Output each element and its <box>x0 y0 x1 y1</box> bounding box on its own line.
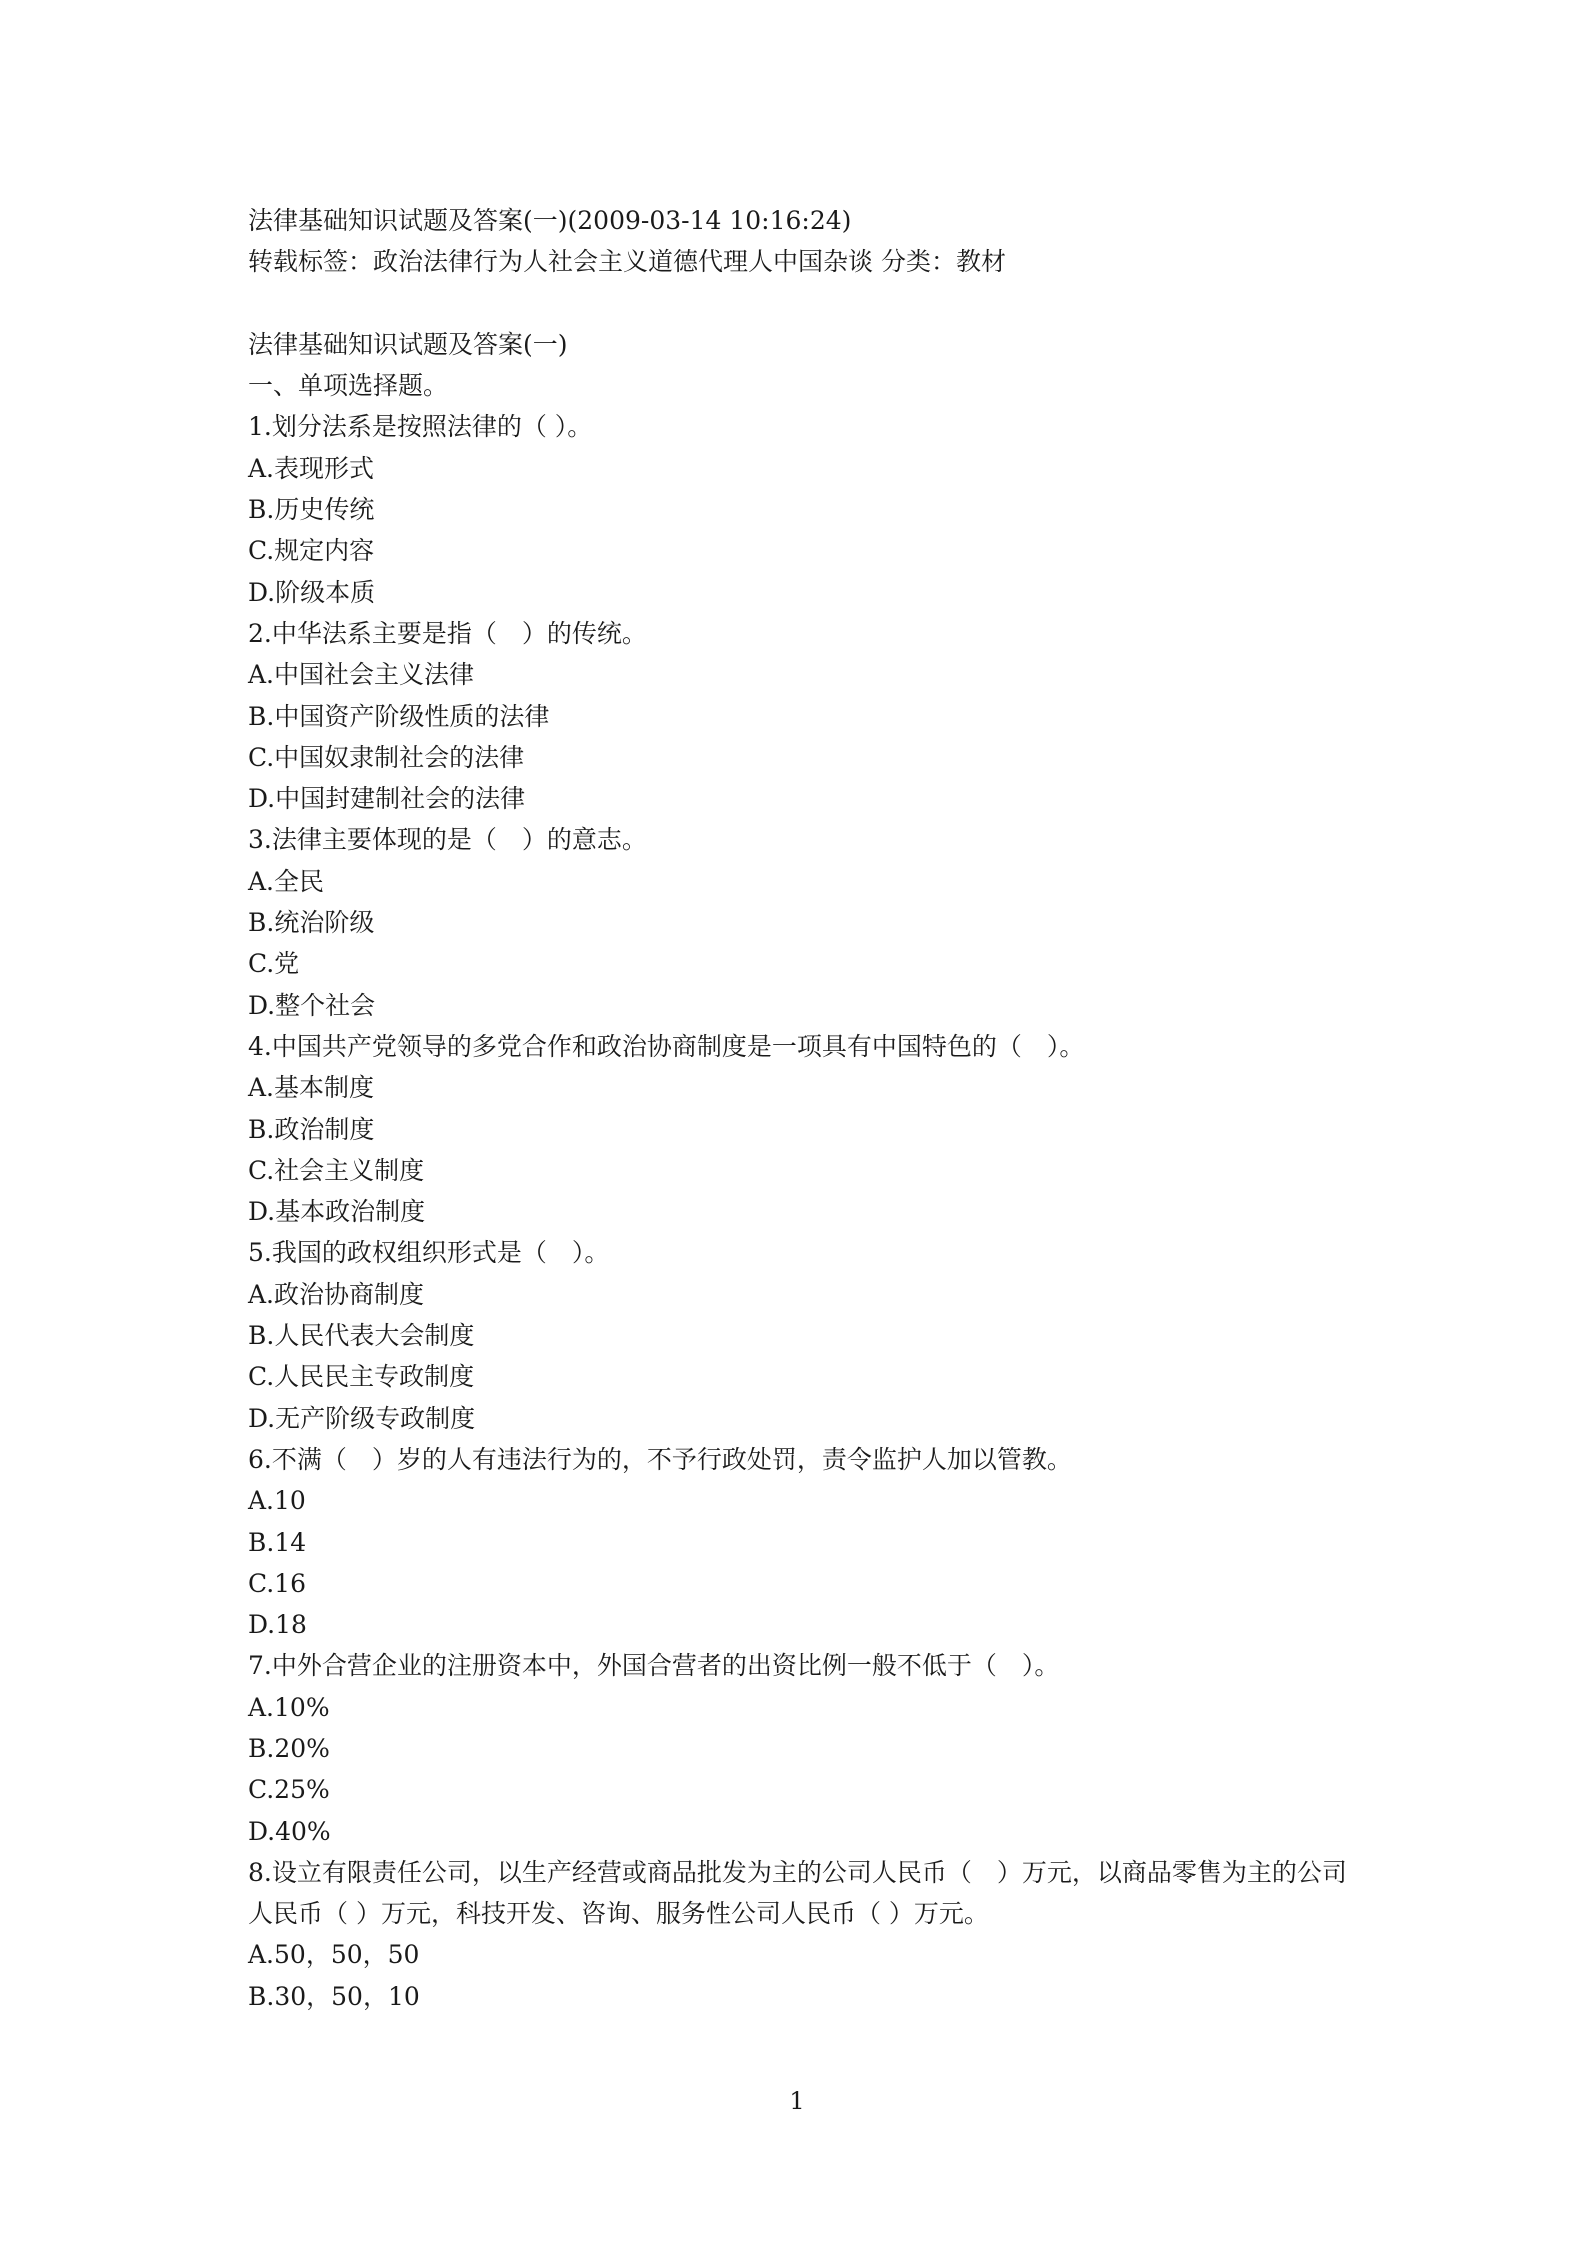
answer-option: A.10% <box>248 1692 330 1722</box>
answer-option: A.表现形式 <box>248 453 375 483</box>
answer-option: D.无产阶级专政制度 <box>248 1403 476 1433</box>
answer-option: B.30，50，10 <box>248 1981 420 2011</box>
answer-option: C.人民民主专政制度 <box>248 1362 475 1392</box>
question-text: 4.中国共产党领导的多党合作和政治协商制度是一项具有中国特色的（ ）。 <box>248 1031 1085 1061</box>
question-text: 2.中华法系主要是指（ ）的传统。 <box>248 618 647 648</box>
answer-option: B.人民代表大会制度 <box>248 1321 475 1351</box>
blank-line <box>248 283 1368 324</box>
answer-option: A.全民 <box>248 866 325 896</box>
answer-option: C.中国奴隶制社会的法律 <box>248 742 525 772</box>
question-text: 3.法律主要体现的是（ ）的意志。 <box>248 825 647 855</box>
answer-option: D.中国封建制社会的法律 <box>248 784 526 814</box>
answer-option: B.统治阶级 <box>248 908 375 938</box>
question-list <box>248 406 1368 2017</box>
question-text: 7.中外合营企业的注册资本中，外国合营者的出资比例一般不低于（ ）。 <box>248 1651 1060 1681</box>
post-title-line: 法律基础知识试题及答案(一)(2009-03-14 10:16:24) <box>248 206 852 235</box>
page-number: 1 <box>789 2087 805 2115</box>
answer-option: B.历史传统 <box>248 495 375 525</box>
answer-option: C.社会主义制度 <box>248 1155 425 1185</box>
answer-option: C.规定内容 <box>248 536 375 566</box>
question-text: 8.设立有限责任公司，以生产经营或商品批发为主的公司人民币（ ）万元，以商品零售为主的公司人民币（ ）万元，科技开发、咨询、服务性公司人民币（ ）万元。 <box>248 1857 1347 1929</box>
answer-option: A.10 <box>248 1486 306 1516</box>
answer-option: C.16 <box>248 1568 306 1598</box>
answer-option: A.政治协商制度 <box>248 1279 425 1309</box>
answer-option: D.整个社会 <box>248 990 376 1020</box>
question-text: 6.不满（ ）岁的人有违法行为的，不予行政处罚，责令监护人加以管教。 <box>248 1444 1072 1474</box>
answer-option: B.14 <box>248 1527 307 1557</box>
answer-option: D.基本政治制度 <box>248 1197 426 1227</box>
answer-option: A.50，50，50 <box>248 1940 420 1970</box>
answer-option: D.阶级本质 <box>248 577 376 607</box>
answer-option: A.中国社会主义法律 <box>248 660 475 690</box>
answer-option: B.20% <box>248 1733 330 1763</box>
answer-option: D.40% <box>248 1816 331 1846</box>
answer-option: B.中国资产阶级性质的法律 <box>248 701 550 731</box>
document-body <box>248 200 1368 2017</box>
post-tags-line: 转载标签：政治法律行为人社会主义道德代理人中国杂谈 分类：教材 <box>248 247 1006 277</box>
document-title: 法律基础知识试题及答案(一) <box>248 329 568 359</box>
answer-option: B.政治制度 <box>248 1114 375 1144</box>
question-text: 1.划分法系是按照法律的（ ）。 <box>248 412 593 442</box>
answer-option: C.党 <box>248 949 300 979</box>
answer-option: C.25% <box>248 1775 330 1805</box>
question-text: 5.我国的政权组织形式是（ ）。 <box>248 1238 610 1268</box>
answer-option: D.18 <box>248 1610 307 1640</box>
section-heading: 一、单项选择题。 <box>248 371 449 401</box>
answer-option: A.基本制度 <box>248 1073 375 1103</box>
